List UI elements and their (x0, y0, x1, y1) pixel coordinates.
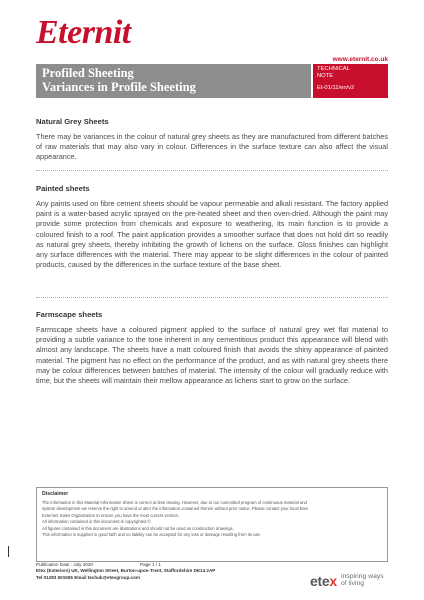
margin-marker (8, 546, 9, 557)
document-subtitle: Variances in Profile Sheeting (42, 80, 196, 94)
tagline-line: inspiring ways (341, 573, 384, 580)
publication-date: Publication Date : July 2020 (36, 562, 93, 567)
section-heading: Farmscape sheets (36, 310, 103, 319)
page-number: Page 1 / 1 (140, 562, 161, 567)
disclaimer-line: Exteriors Sales Organization to ensure you have the most current version. (42, 512, 180, 518)
divider (36, 297, 388, 298)
disclaimer-line: system development we reserve the right to amend or alter the information contained therein without prior notice. Please contact your local Etex (42, 506, 309, 512)
etex-tagline (341, 574, 384, 587)
title-banner (36, 64, 311, 98)
section-body: Any paints used on fibre cement sheets should be vapour permeable and alkali resistant. The factory applied paint is a water-based acrylic sprayed on the pre-heated sheet and then oven-dried. Although the paint may provide some protection from chemicals and exposure to weathering, its main function is to provide a coloured finish to a roof. The paint application provides a smoother surface that does not hold dirt so readily as natural grey sheets, thereby inhibiting the growth of lichens on the surface. Gloss finishes can highlight any surface differences with the material. There may appear to be slight differences in the colour of painted products, caused by the differences in the surface texture of the base sheet. (36, 199, 388, 270)
technical-label: TECHNICAL (317, 66, 350, 72)
disclaimer-line: All information contained in this document is copyrighted ©. (42, 519, 152, 525)
section-painted (36, 184, 388, 270)
tagline-line: of living (341, 579, 365, 587)
divider (36, 170, 388, 171)
section-heading: Natural Grey Sheets (36, 117, 109, 126)
disclaimer-box (36, 487, 388, 562)
section-farmscape (36, 310, 388, 386)
footer (36, 562, 215, 581)
disclaimer-title: Disclaimer (42, 491, 69, 497)
disclaimer-line: All figures contained in this document are illustrations and should not be used as construction drawings. (42, 525, 234, 531)
section-body: Farmscape sheets have a coloured pigment applied to the surface of natural grey wet flat material to providing a subtle variance to the tone inherent in any cementitious product this appearance will blend with almost any landscape. The sheets have a matt coloured finish that avoids the shiny appearance of painted material. The pigment has no effect on the performance of the product, and as with natural grey sheets there may be colour differences between batches of material. The intensity of the colour will gradually reduce with time, but the sheets will maintain their mellow appearance as lichens start to grow on the surface. (36, 325, 388, 386)
company-address: Etex (Exteriors) UK, Wellington Street, Burton-upon-Trent, Staffordshire DE14 2AP (36, 568, 216, 574)
section-body: There may be variances in the colour of natural grey sheets as they are manufactured from different batches of raw materials that may also vary in colour. Differences in the surface texture can also affect the visual appearance. (36, 132, 388, 162)
technical-note-box (313, 64, 388, 98)
document-reference: Et-01/11/en/v2 (317, 85, 355, 91)
section-natural-grey (36, 117, 388, 163)
etex-logo: etex (310, 573, 337, 589)
disclaimer-line: The information in this Material Information Sheet is correct at time issuing. However, due to our committed program of continuous material and (42, 500, 307, 505)
eternit-logo: Eternit (36, 14, 131, 51)
website-url[interactable]: www.eternit.co.uk (332, 56, 388, 63)
document-title: Profiled Sheeting (42, 66, 134, 80)
company-contact: Tel 01283 501555 Email techuk@etexgroup.com (36, 574, 140, 580)
section-heading: Painted sheets (36, 184, 90, 193)
note-label: NOTE (317, 73, 334, 79)
disclaimer-line: This information is supplied in good faith and no liability can be accepted for any loss or damage resulting from its use. (42, 532, 262, 538)
